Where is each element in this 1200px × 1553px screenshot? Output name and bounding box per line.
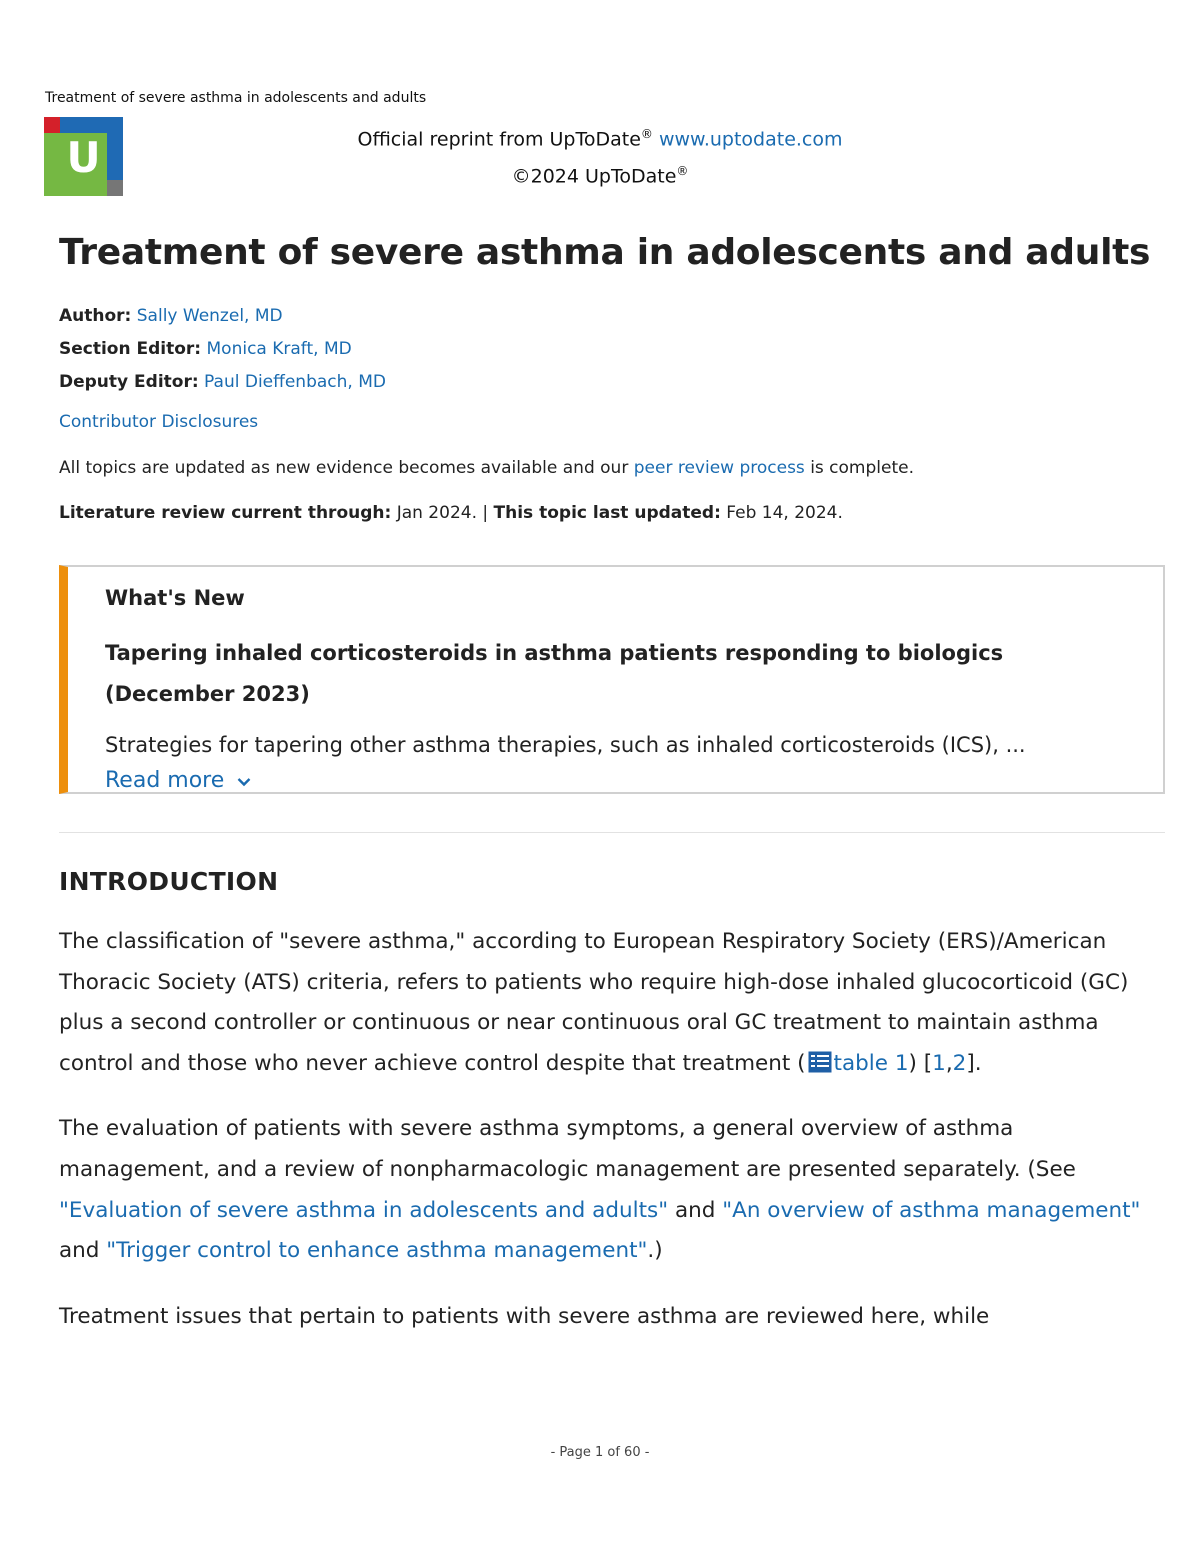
intro-p1-text: The classification of "severe asthma," according to European Respiratory Society (ERS)/American Thoracic Society (ATS) criteria, refers to patients who require high-dose inhaled glucocorticoid (GC) plus a second controller or continuous or near continuous oral GC treatment to maintain asthma control and those who never achieve control despite that treatment ( <box>59 929 1129 1076</box>
contributor-disclosures-link[interactable]: Contributor Disclosures <box>59 412 259 432</box>
running-header-title: Treatment of severe asthma in adolescents and adults <box>45 90 427 106</box>
intro-p2-and-1: and <box>668 1197 723 1223</box>
update-note-end: is complete. <box>804 458 914 478</box>
page-title: Treatment of severe asthma in adolescents and adults <box>59 232 1151 273</box>
update-note <box>59 456 1165 480</box>
intro-paragraph-1 <box>59 922 1165 1084</box>
reprint-notice <box>0 118 1200 193</box>
deputy-editor-name-link[interactable]: Paul Dieffenbach, MD <box>204 372 386 392</box>
evaluation-severe-asthma-link[interactable]: "Evaluation of severe asthma in adolescents and adults" <box>59 1197 669 1223</box>
literature-review-line <box>59 501 1165 525</box>
reference-1-link[interactable]: 1 <box>932 1050 946 1076</box>
copyright-text: ©2024 UpToDate <box>511 165 677 188</box>
intro-paragraph-3: Treatment issues that pertain to patients with severe asthma are reviewed here, while <box>59 1303 990 1329</box>
author-name-link[interactable]: Sally Wenzel, MD <box>136 306 283 326</box>
introduction-heading: INTRODUCTION <box>59 867 279 896</box>
trigger-control-link[interactable]: "Trigger control to enhance asthma management" <box>106 1238 648 1264</box>
uptodate-url-link[interactable]: www.uptodate.com <box>658 128 843 151</box>
lit-review-date: Jan 2024. <box>391 503 477 523</box>
whats-new-box <box>59 565 1165 794</box>
registered-mark: ® <box>640 127 653 141</box>
section-divider <box>59 832 1165 833</box>
intro-p2-end: .) <box>647 1238 663 1264</box>
intro-p1-end: ]. <box>966 1050 982 1076</box>
table-1-link[interactable]: table 1 <box>833 1050 909 1076</box>
read-more-button[interactable] <box>105 765 251 797</box>
chevron-down-icon <box>237 765 251 797</box>
author-list <box>59 300 1165 399</box>
intro-paragraph-2 <box>59 1109 1165 1271</box>
section-editor-name-link[interactable]: Monica Kraft, MD <box>206 339 352 359</box>
reprint-text: Official reprint from UpToDate <box>357 128 641 151</box>
page-number: - Page 1 of 60 - <box>550 1445 650 1460</box>
reference-2-link[interactable]: 2 <box>952 1050 967 1076</box>
read-more-label: Read more <box>105 768 225 793</box>
section-editor-row <box>59 333 1165 366</box>
peer-review-link[interactable]: peer review process <box>633 458 805 478</box>
table-icon[interactable] <box>808 1047 832 1069</box>
intro-p1-mid: ) [ <box>908 1050 933 1076</box>
whats-new-heading: What's New <box>105 586 245 610</box>
article-content <box>59 226 1165 1337</box>
update-note-text: All topics are updated as new evidence becomes available and our <box>59 458 634 478</box>
lit-separator: | <box>476 503 494 523</box>
last-updated-label: This topic last updated: <box>493 503 721 523</box>
intro-p2-and-2: and <box>59 1238 107 1264</box>
author-row <box>59 300 1165 333</box>
deputy-editor-row <box>59 366 1165 399</box>
deputy-editor-role: Deputy Editor: <box>59 372 199 392</box>
ref-comma: , <box>945 1050 953 1076</box>
last-updated-date: Feb 14, 2024. <box>720 503 843 523</box>
intro-p2-text: The evaluation of patients with severe asthma symptoms, a general overview of asthma management, and a review of nonpharmacologic management are presented separately. (See <box>59 1116 1076 1182</box>
whats-new-subheading: Tapering inhaled corticosteroids in asthma patients responding to biologics (December 2023) <box>105 641 1004 706</box>
asthma-management-overview-link[interactable]: "An overview of asthma management" <box>722 1197 1141 1223</box>
lit-review-label: Literature review current through: <box>59 503 392 523</box>
whats-new-body: Strategies for tapering other asthma therapies, such as inhaled corticosteroids (ICS), ... <box>105 733 1026 757</box>
registered-mark-2: ® <box>676 164 689 179</box>
logo-letter: U <box>66 133 101 182</box>
author-role: Author: <box>59 306 132 326</box>
section-editor-role: Section Editor: <box>59 339 202 359</box>
